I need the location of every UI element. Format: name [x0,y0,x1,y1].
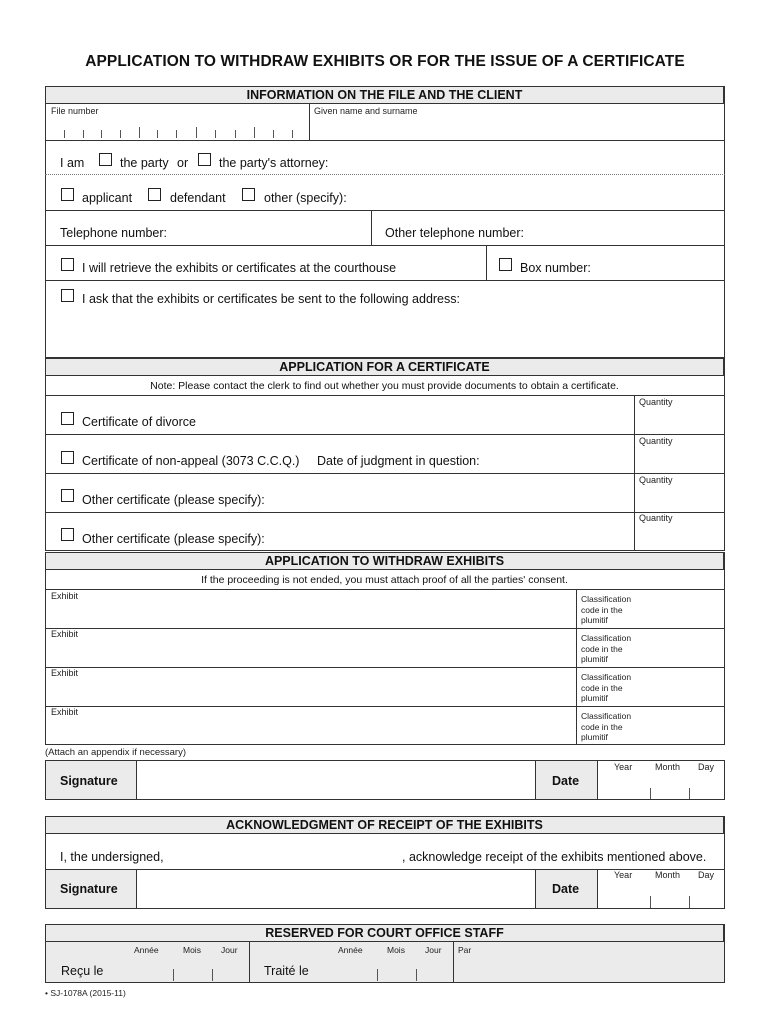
recu-mois-label: Mois [183,945,201,955]
form-code: • SJ-1078A (2015-11) [45,988,126,998]
date-field[interactable] [599,774,723,798]
file-number-label: File number [51,106,99,116]
signature-field[interactable] [138,762,534,798]
box-number-label: Box number: [520,261,591,275]
year-label: Year [614,762,633,772]
quantity-label: Quantity [639,475,673,485]
classification-label: Classification code in the plumitif [581,672,632,703]
recu-jour-label: Jour [221,945,238,955]
par-label: Par [458,945,472,955]
receipt-signature-field[interactable] [138,871,534,907]
receipt-month-label: Month [655,870,681,880]
month-label: Month [655,762,681,772]
acknowledge-label: , acknowledge receipt of the exhibits mentioned above. [402,850,707,864]
receipt-day-label: Day [698,870,715,880]
classification-label: Classification code in the plumitif [581,711,632,742]
box-number-checkbox[interactable] [499,258,512,271]
party-checkbox[interactable] [99,153,112,166]
undersigned-label: I, the undersigned, [60,850,164,864]
receipt-date-label: Date [552,882,580,896]
quantity-label: Quantity [639,436,673,446]
receipt-date-field[interactable] [599,882,723,907]
retrieve-label: I will retrieve the exhibits or certificates at the courthouse [82,261,397,275]
par-field[interactable] [456,956,722,981]
other-label: other (specify): [264,191,347,205]
judgment-date-label: Date of judgment in question: [317,454,480,468]
certificate-section-header: APPLICATION FOR A CERTIFICATE [45,358,724,376]
classification-label: Classification code in the plumitif [581,633,632,664]
send-address-label: I ask that the exhibits or certificates be sent to the following address: [82,292,460,306]
signature-label: Signature [60,774,118,788]
client-section-header: INFORMATION ON THE FILE AND THE CLIENT [45,86,724,104]
exhibits-section-header: APPLICATION TO WITHDRAW EXHIBITS [45,552,724,570]
other-certificate-checkbox-1[interactable] [61,489,74,502]
other-certificate-checkbox-2[interactable] [61,528,74,541]
traite-date-field[interactable] [318,955,448,981]
retrieve-checkbox[interactable] [61,258,74,271]
exhibit-label: Exhibit [51,668,79,678]
recu-annee-label: Année [134,945,159,955]
quantity-label: Quantity [639,397,673,407]
send-address-checkbox[interactable] [61,289,74,302]
date-label: Date [552,774,580,788]
given-name-field[interactable] [312,118,722,138]
exhibits-note: If the proceeding is not ended, you must attach proof of all the parties' consent. [201,574,568,586]
telephone-label: Telephone number: [60,226,168,240]
other-certificate-label-1: Other certificate (please specify): [82,493,265,507]
appendix-note: (Attach an appendix if necessary) [45,747,186,758]
form-title: APPLICATION TO WITHDRAW EXHIBITS OR FOR THE ISSUE OF A CERTIFICATE [85,53,685,70]
recu-label: Reçu le [61,964,104,978]
or-label: or [177,156,189,170]
receipt-signature-label: Signature [60,882,118,896]
applicant-checkbox[interactable] [61,188,74,201]
attorney-checkbox[interactable] [198,153,211,166]
divorce-label: Certificate of divorce [82,415,196,429]
traite-jour-label: Jour [425,945,442,955]
defendant-label: defendant [170,191,226,205]
day-label: Day [698,762,715,772]
defendant-checkbox[interactable] [148,188,161,201]
exhibit-label: Exhibit [51,629,79,639]
traite-label: Traité le [264,964,309,978]
party-label: the party [120,156,169,170]
file-number-field[interactable] [48,118,306,138]
exhibit-label: Exhibit [51,591,79,601]
receipt-year-label: Year [614,870,633,880]
applicant-label: applicant [82,191,133,205]
quantity-label: Quantity [639,513,673,523]
staff-section-header: RESERVED FOR COURT OFFICE STAFF [45,924,724,942]
other-telephone-label: Other telephone number: [385,226,524,240]
non-appeal-label: Certificate of non-appeal (3073 C.C.Q.) [82,454,300,468]
given-name-label: Given name and surname [314,106,418,116]
receipt-section-header: ACKNOWLEDGMENT OF RECEIPT OF THE EXHIBITS [45,816,724,834]
traite-annee-label: Année [338,945,363,955]
classification-label: Classification code in the plumitif [581,594,632,625]
i-am-label: I am [60,156,85,170]
other-certificate-label-2: Other certificate (please specify): [82,532,265,546]
divorce-checkbox[interactable] [61,412,74,425]
other-checkbox[interactable] [242,188,255,201]
non-appeal-checkbox[interactable] [61,451,74,464]
exhibit-label: Exhibit [51,707,79,717]
recu-date-field[interactable] [115,955,245,981]
attorney-label: the party's attorney: [219,156,329,170]
certificate-note: Note: Please contact the clerk to find out whether you must provide documents to obtain a certificate. [150,380,619,392]
traite-mois-label: Mois [387,945,405,955]
undersigned-name-field[interactable] [170,846,400,864]
